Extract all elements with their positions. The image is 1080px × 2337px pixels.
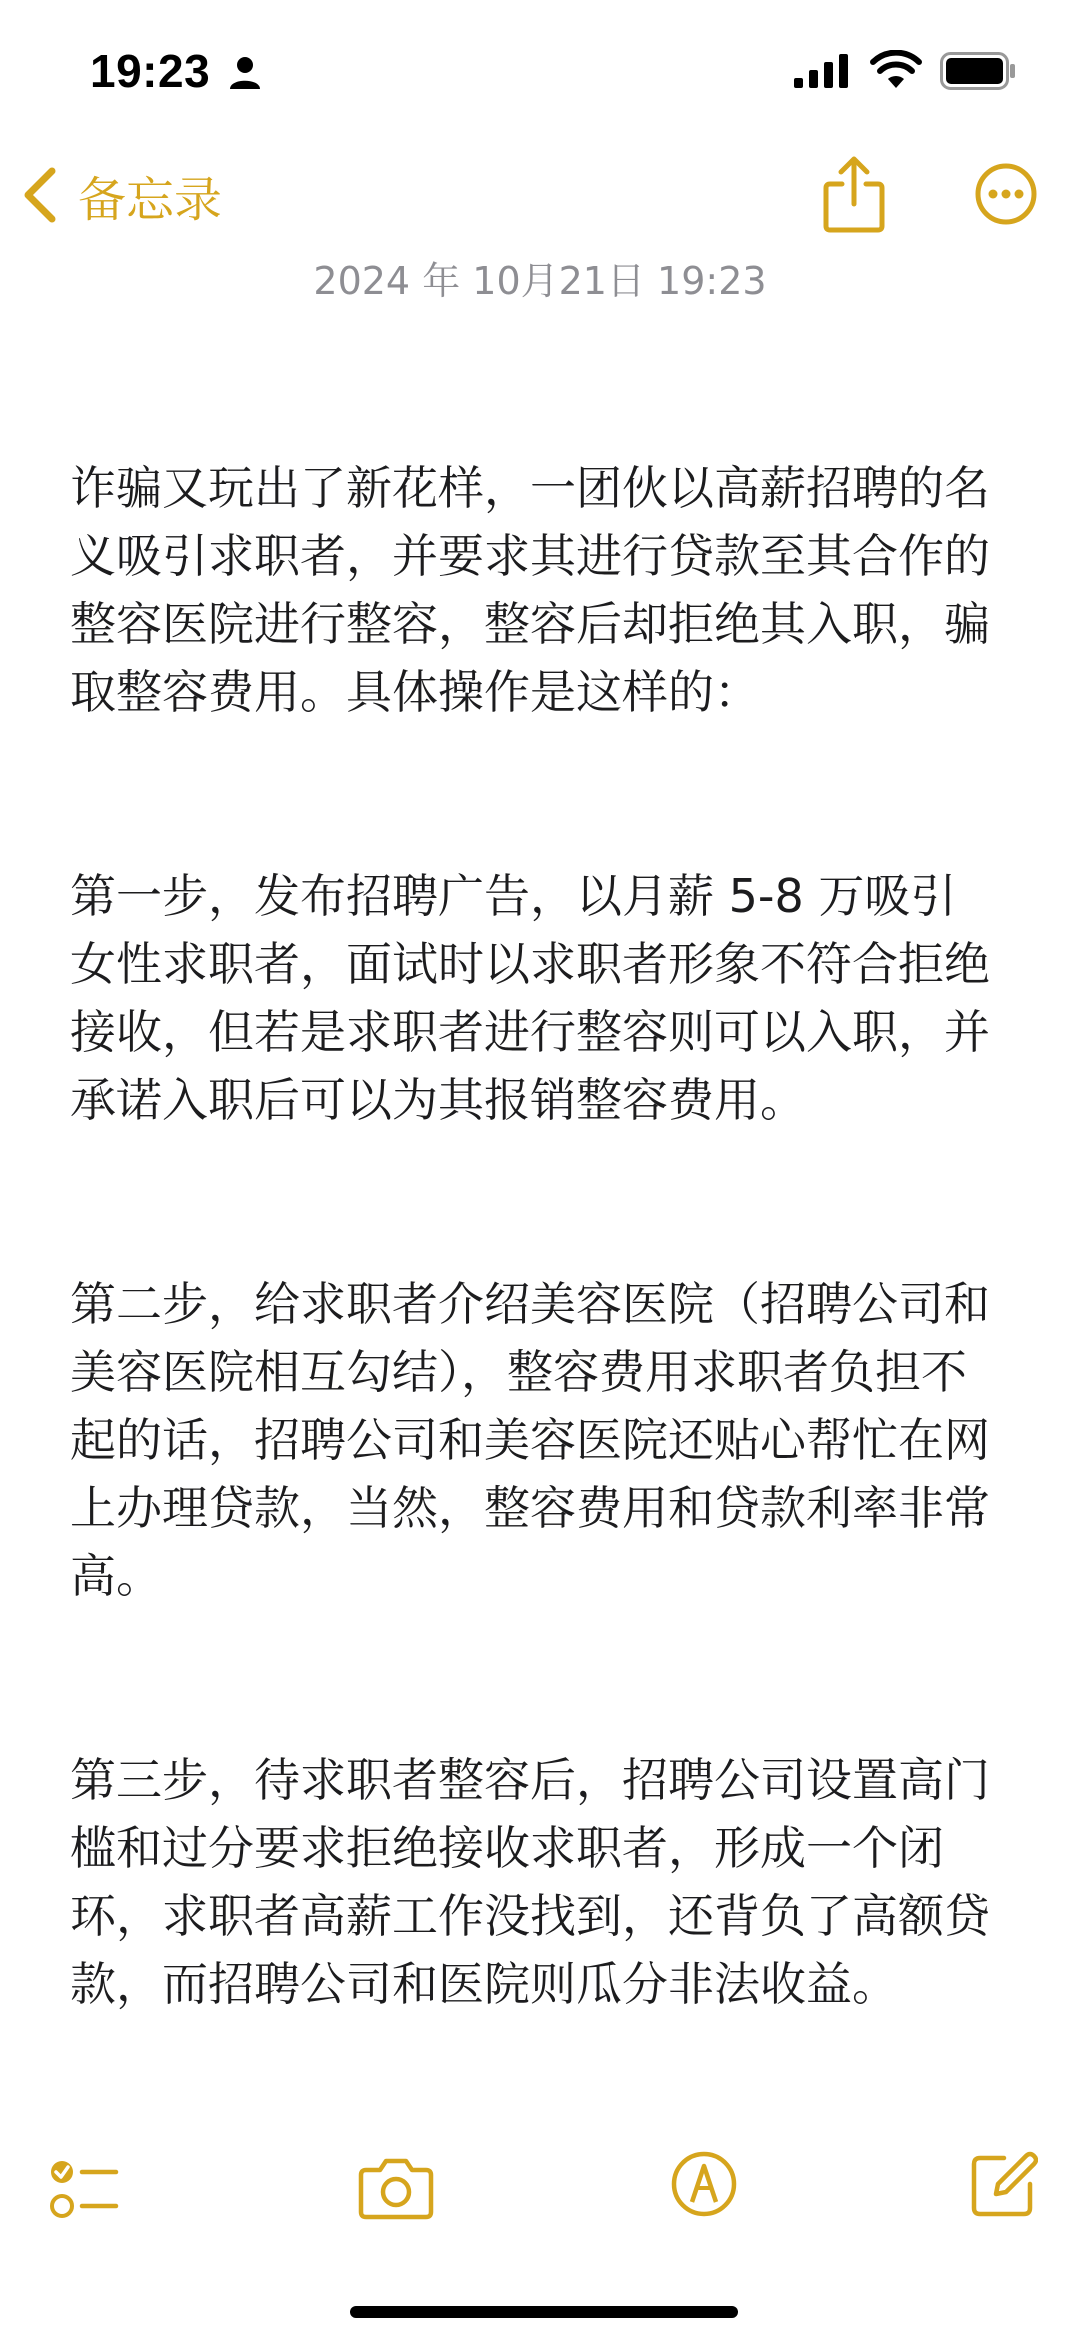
nav-bar	[0, 140, 1080, 250]
compose-icon[interactable]	[968, 2150, 1038, 2220]
note-body[interactable]	[70, 318, 1000, 2086]
cellular-signal-icon	[792, 52, 852, 92]
wifi-icon	[870, 50, 922, 90]
person-fill-icon	[228, 56, 262, 90]
markup-pen-icon[interactable]	[670, 2150, 738, 2218]
checklist-icon[interactable]	[48, 2156, 120, 2228]
note-paragraph-4: 第三步，待求职者整容后，招聘公司设置高门槛和过分要求拒绝接收求职者，形成一个闭环，求职者高薪工作没找到，还背负了高额贷款，而招聘公司和医院则瓜分非法收益。	[70, 1753, 990, 2011]
bottom-toolbar	[0, 2140, 1080, 2250]
note-paragraph-1: 诈骗又玩出了新花样，一团伙以高薪招聘的名义吸引求职者，并要求其进行贷款至其合作的整容医院进行整容，整容后却拒绝其入职，骗取整容费用。具体操作是这样的：	[70, 461, 990, 719]
back-label: 备忘录	[78, 171, 223, 228]
camera-icon[interactable]	[358, 2156, 434, 2220]
status-bar	[0, 0, 1080, 130]
note-date: 2024 年 10月21日 19:23	[313, 259, 767, 303]
chevron-left-icon	[20, 165, 60, 225]
ellipsis-circle-icon[interactable]	[974, 162, 1038, 226]
status-time: 19:23	[90, 45, 211, 97]
note-paragraph-2: 第一步，发布招聘广告，以月薪 5-8 万吸引女性求职者，面试时以求职者形象不符合拒绝接收，但若是求职者进行整容则可以入职，并承诺入职后可以为其报销整容费用。	[70, 869, 990, 1127]
home-indicator[interactable]	[350, 2306, 738, 2318]
share-icon[interactable]	[822, 154, 886, 234]
back-button[interactable]	[20, 160, 222, 230]
battery-icon	[940, 52, 1016, 90]
note-paragraph-3: 第二步，给求职者介绍美容医院（招聘公司和美容医院相互勾结），整容费用求职者负担不起的话，招聘公司和美容医院还贴心帮忙在网上办理贷款，当然，整容费用和贷款利率非常高。	[70, 1277, 990, 1603]
